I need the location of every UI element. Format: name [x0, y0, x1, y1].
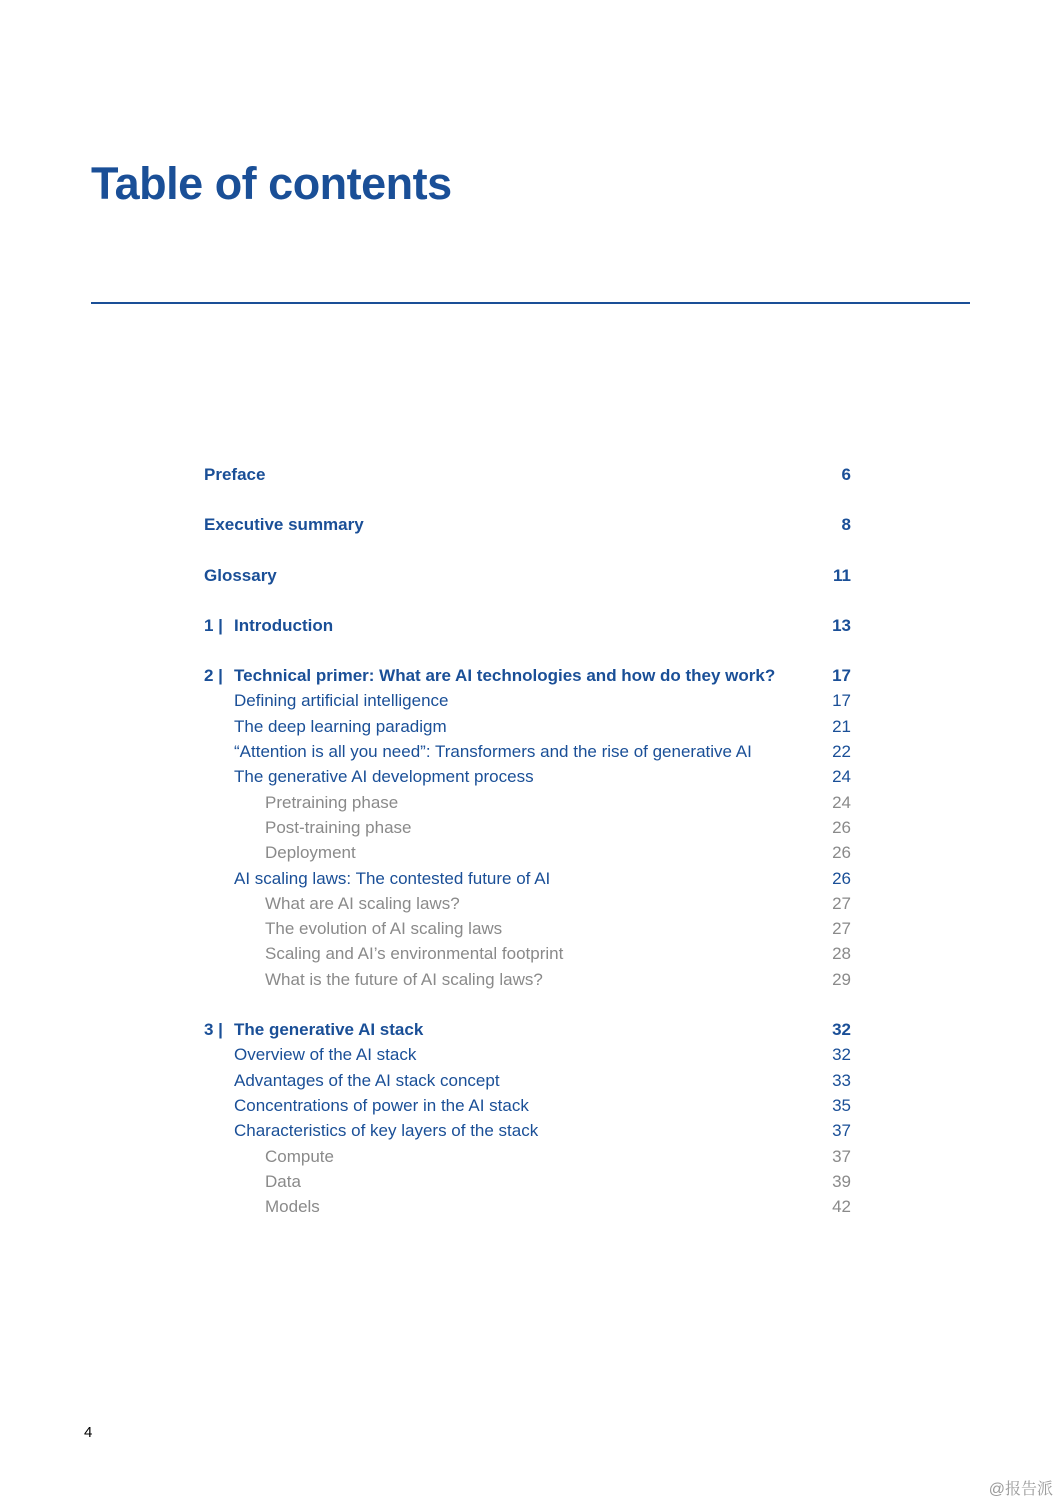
toc-page-number: 17	[832, 691, 851, 711]
toc-page-number: 24	[832, 792, 851, 812]
toc-entry[interactable]	[204, 1194, 851, 1219]
toc-entry[interactable]	[204, 1118, 851, 1143]
toc-page-number: 24	[832, 767, 851, 787]
toc-page-number: 37	[832, 1121, 851, 1141]
toc-entry[interactable]	[204, 688, 851, 713]
toc-entry[interactable]	[204, 840, 851, 865]
toc-entry-label: What is the future of AI scaling laws?	[265, 969, 543, 989]
toc-entry-label: The evolution of AI scaling laws	[265, 919, 503, 939]
toc-entry-label: Concentrations of power in the AI stack	[234, 1095, 529, 1115]
toc-page-number: 22	[832, 742, 851, 762]
toc-entry[interactable]	[204, 563, 851, 588]
toc-page-number: 39	[832, 1171, 851, 1191]
toc-page-number: 32	[832, 1020, 851, 1040]
toc-page-number: 6	[841, 465, 851, 484]
toc-entry-label: Defining artificial intelligence	[234, 691, 449, 711]
toc-page-number: 21	[832, 716, 851, 736]
toc-page-number: 13	[832, 615, 851, 635]
toc-entry[interactable]	[204, 790, 851, 815]
toc-page-number: 42	[832, 1197, 851, 1217]
toc-entry-label: Introduction	[234, 615, 334, 635]
toc-page-number: 35	[832, 1095, 851, 1115]
toc-page-number: 33	[832, 1070, 851, 1090]
toc-entry-label: Executive summary	[204, 515, 364, 535]
toc-entry[interactable]	[204, 1017, 851, 1042]
toc-entry[interactable]	[204, 815, 851, 840]
toc-entry-label: Characteristics of key layers of the stack	[234, 1121, 539, 1141]
toc-entry[interactable]	[204, 1093, 851, 1118]
toc-page-number: 29	[832, 969, 851, 989]
toc-entry-label: Advantages of the AI stack concept	[234, 1070, 500, 1090]
toc-section-number: 2 |	[204, 666, 223, 686]
toc-entry-label: AI scaling laws: The contested future of AI	[234, 868, 551, 888]
toc-entry-label: Data	[265, 1171, 301, 1191]
toc-page-number: 26	[832, 868, 851, 888]
toc-entry[interactable]	[204, 941, 851, 966]
toc-entry-label: Scaling and AI’s environmental footprint	[265, 944, 564, 964]
toc-entry-label: The generative AI stack	[234, 1020, 424, 1040]
toc-entry[interactable]	[204, 663, 851, 688]
toc-entry[interactable]	[204, 1042, 851, 1067]
toc-entry[interactable]	[204, 1144, 851, 1169]
toc-entry[interactable]	[204, 764, 851, 789]
toc-entry[interactable]	[204, 891, 851, 916]
toc-page-number: 26	[832, 843, 851, 863]
page-title: Table of contents	[91, 158, 452, 209]
toc-entry-label: Glossary	[204, 565, 277, 585]
toc-page-number: 26	[832, 817, 851, 837]
watermark: @报告派	[988, 1481, 1053, 1498]
toc-entry-label: Deployment	[265, 843, 356, 863]
toc-section-number: 1 |	[204, 615, 223, 635]
toc-entry[interactable]	[204, 739, 851, 764]
toc-page-number: 11	[833, 565, 851, 585]
toc-entry-label: What are AI scaling laws?	[265, 893, 460, 913]
toc-entry[interactable]	[204, 1068, 851, 1093]
toc-entry-label: Models	[265, 1197, 320, 1217]
toc-page-number: 17	[832, 666, 851, 686]
toc-page-number: 27	[832, 893, 851, 913]
toc-entry-label: Overview of the AI stack	[234, 1045, 417, 1065]
toc-entry-label: The generative AI development process	[234, 767, 534, 787]
toc-entry[interactable]	[204, 714, 851, 739]
toc-entry-label: Compute	[265, 1146, 334, 1166]
toc-page-number: 8	[841, 515, 851, 535]
toc-entry[interactable]	[204, 512, 851, 537]
toc-entry[interactable]	[204, 1169, 851, 1194]
toc-entry-label: The deep learning paradigm	[234, 716, 447, 736]
page-number: 4	[84, 1424, 93, 1441]
toc-page-number: 27	[832, 919, 851, 939]
toc-entry[interactable]	[204, 967, 851, 992]
toc-entry-label: Preface	[204, 465, 266, 484]
toc-section-number: 3 |	[204, 1020, 223, 1040]
toc-list	[204, 462, 851, 1219]
toc-entry-label: Technical primer: What are AI technologies and how do they work?	[234, 666, 776, 686]
toc-entry[interactable]	[204, 866, 851, 891]
toc-page-number: 37	[832, 1146, 851, 1166]
toc-page-number: 28	[832, 944, 851, 964]
toc-entry[interactable]	[204, 613, 851, 638]
toc-entry-label: Post-training phase	[265, 817, 412, 837]
toc-entry[interactable]	[204, 462, 851, 487]
toc-entry[interactable]	[204, 916, 851, 941]
toc-page-number: 32	[832, 1045, 851, 1065]
toc-entry-label: Pretraining phase	[265, 792, 399, 812]
title-divider	[91, 302, 970, 304]
toc-entry-label: “Attention is all you need”: Transformers and the rise of generative AI	[234, 742, 752, 762]
